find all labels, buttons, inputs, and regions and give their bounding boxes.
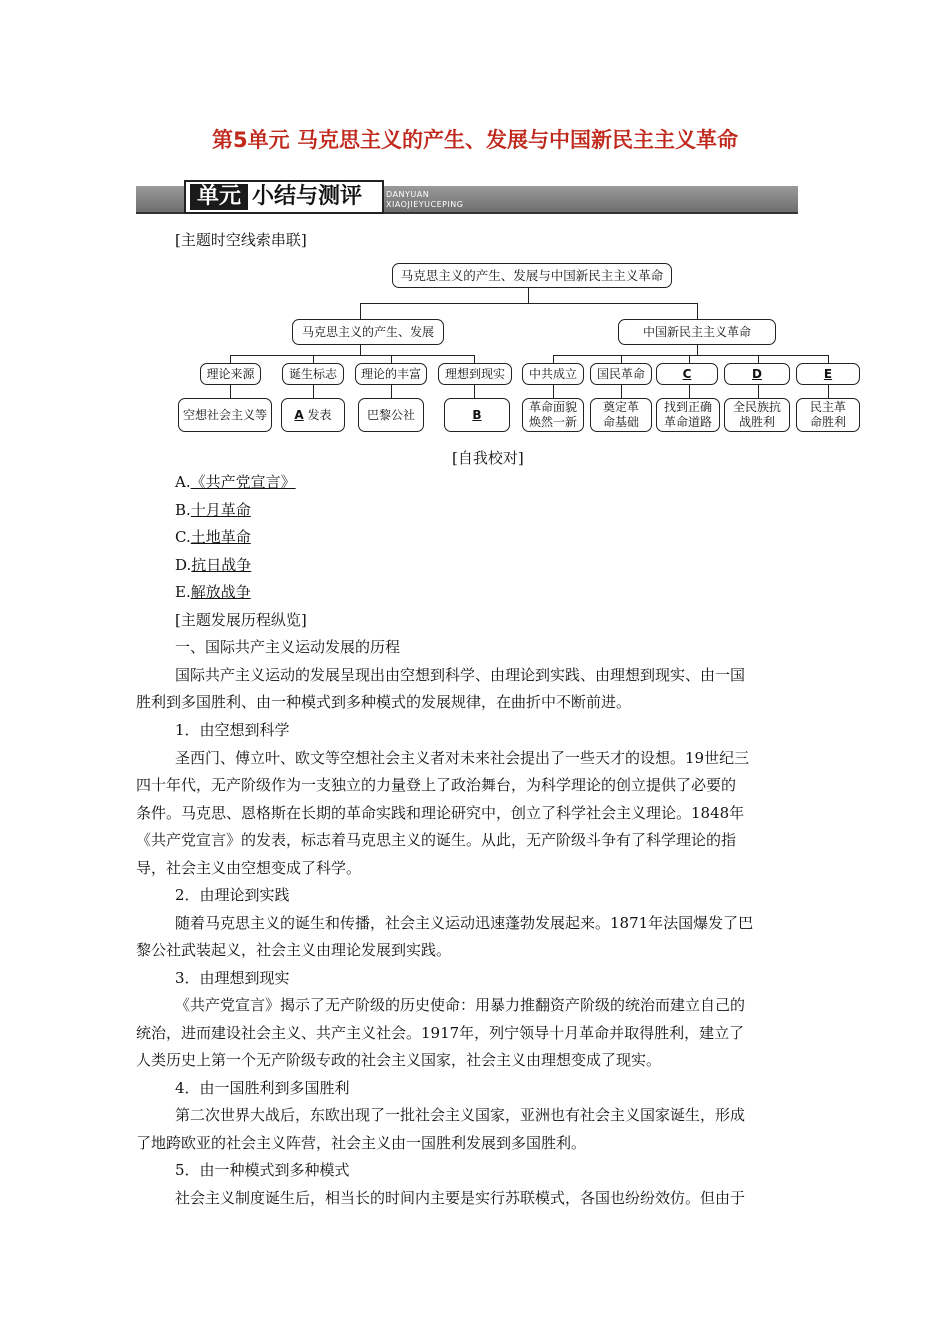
diagram-leaf-paris-commune: 巴黎公社 [358, 398, 424, 432]
diagram-leaf-foundation: 奠定革 命基础 [590, 398, 652, 432]
diagram-leaf-b: B [444, 398, 510, 432]
section-heading-overview: [主题发展历程纵览] [175, 611, 307, 629]
diagram-leaf-right-road: 找到正确 革命道路 [656, 398, 720, 432]
answer-key: C. [175, 528, 191, 546]
answer-key: B. [175, 501, 191, 519]
answer-key: A. [175, 473, 191, 491]
self-check-heading: [自我校对] [452, 449, 524, 467]
diagram-root: 马克思主义的产生、发展与中国新民主主义革命 [392, 263, 672, 288]
subheading: 1．由空想到科学 [175, 721, 290, 739]
banner-pinyin-1: DANYUAN [386, 190, 430, 199]
paragraph-line: 导，社会主义由空想变成了科学。 [136, 859, 362, 877]
subheading: 4．由一国胜利到多国胜利 [175, 1079, 350, 1097]
paragraph-line: 条件。马克思、恩格斯在长期的革命实践和理论研究中，创立了科学社会主义理论。1848年 [136, 804, 745, 822]
diagram-node-theory-source: 理论来源 [200, 363, 261, 385]
answer-value: 《共产党宣言》 [190, 473, 296, 491]
heading-1: 一、国际共产主义运动发展的历程 [175, 638, 401, 656]
diagram-node-birth-mark: 诞生标志 [282, 363, 344, 385]
banner-sub: 小结与测评 [252, 184, 363, 209]
diagram-node-e: E [796, 363, 860, 385]
paragraph-line: 随着马克思主义的诞生和传播，社会主义运动迅速蓬勃发展起来。1871年法国爆发了巴 [175, 914, 754, 932]
diagram-leaf-democratic-victory: 民主革 命胜利 [796, 398, 860, 432]
diagram-leaf-utopian: 空想社会主义等 [178, 398, 272, 432]
answer-d [175, 555, 251, 575]
paragraph-line: 第二次世界大战后，东欧出现了一批社会主义国家，亚洲也有社会主义国家诞生，形成 [175, 1106, 746, 1124]
subheading: 3．由理想到现实 [175, 969, 290, 987]
banner-pinyin [386, 190, 464, 210]
answer-c [175, 527, 251, 547]
paragraph-line: 胜利到多国胜利、由一种模式到多种模式的发展规律，在曲折中不断前进。 [136, 693, 632, 711]
answer-value: 十月革命 [190, 501, 251, 519]
section-heading-timeline: [主题时空线索串联] [175, 231, 307, 249]
diagram-leaf-a-text: 发表 [307, 407, 332, 422]
paragraph-line: 统治，进而建设社会主义、共产主义社会。1917年，列宁领导十月革命并取得胜利，建立了 [136, 1024, 745, 1042]
subheading: 5．由一种模式到多种模式 [175, 1161, 350, 1179]
paragraph-line: 黎公社武装起义，社会主义由理论发展到实践。 [136, 941, 452, 959]
paragraph-line: 《共产党宣言》的发表，标志着马克思主义的诞生。从此，无产阶级斗争有了科学理论的指 [136, 831, 737, 849]
banner-pinyin-2: XIAOJIEYUCEPING [386, 200, 464, 209]
diagram-node-national-revolution: 国民革命 [590, 363, 652, 385]
paragraph-line: 人类历史上第一个无产阶级专政的社会主义国家，社会主义由理想变成了现实。 [136, 1051, 662, 1069]
diagram-node-theory-enrich: 理论的丰富 [355, 363, 427, 385]
answer-key: E. [175, 583, 191, 601]
diagram-node-d: D [724, 363, 790, 385]
diagram-node-ccp-founded: 中共成立 [522, 363, 584, 385]
paragraph-line: 四十年代，无产阶级作为一支独立的力量登上了政治舞台，为科学理论的创立提供了必要的 [136, 776, 737, 794]
answer-value: 抗日战争 [191, 556, 252, 574]
diagram-leaf-new-look: 革命面貌 焕然一新 [522, 398, 584, 432]
paragraph-line: 圣西门、傅立叶、欧文等空想社会主义者对未来社会提出了一些天才的设想。19世纪三 [175, 749, 750, 767]
paragraph-line: 了地跨欧亚的社会主义阵营，社会主义由一国胜利发展到多国胜利。 [136, 1134, 587, 1152]
answer-e [175, 582, 251, 602]
page-title: 第5单元 马克思主义的产生、发展与中国新民主主义革命 [212, 128, 738, 152]
answer-a [175, 472, 296, 492]
subheading: 2．由理论到实践 [175, 886, 290, 904]
answer-b [175, 500, 251, 520]
paragraph-line: 国际共产主义运动的发展呈现出由空想到科学、由理论到实践、由理想到现实、由一国 [175, 666, 746, 684]
diagram-left-branch: 马克思主义的产生、发展 [292, 319, 444, 345]
diagram-leaf-a-label: A [294, 407, 304, 422]
diagram-leaf-a [281, 398, 345, 432]
answer-value: 土地革命 [190, 528, 251, 546]
unit-summary-banner [136, 180, 798, 214]
paragraph-line: 《共产党宣言》揭示了无产阶级的历史使命：用暴力推翻资产阶级的统治而建立自己的 [175, 996, 746, 1014]
diagram-right-branch: 中国新民主主义革命 [618, 319, 776, 345]
answer-key: D. [175, 556, 192, 574]
diagram-leaf-war-victory: 全民族抗 战胜利 [724, 398, 790, 432]
banner-main: 单元 [190, 184, 248, 210]
diagram-node-ideal-reality: 理想到现实 [438, 363, 512, 385]
answer-value: 解放战争 [190, 583, 251, 601]
diagram-node-c: C [656, 363, 718, 385]
paragraph-line: 社会主义制度诞生后，相当长的时间内主要是实行苏联模式，各国也纷纷效仿。但由于 [175, 1189, 746, 1207]
